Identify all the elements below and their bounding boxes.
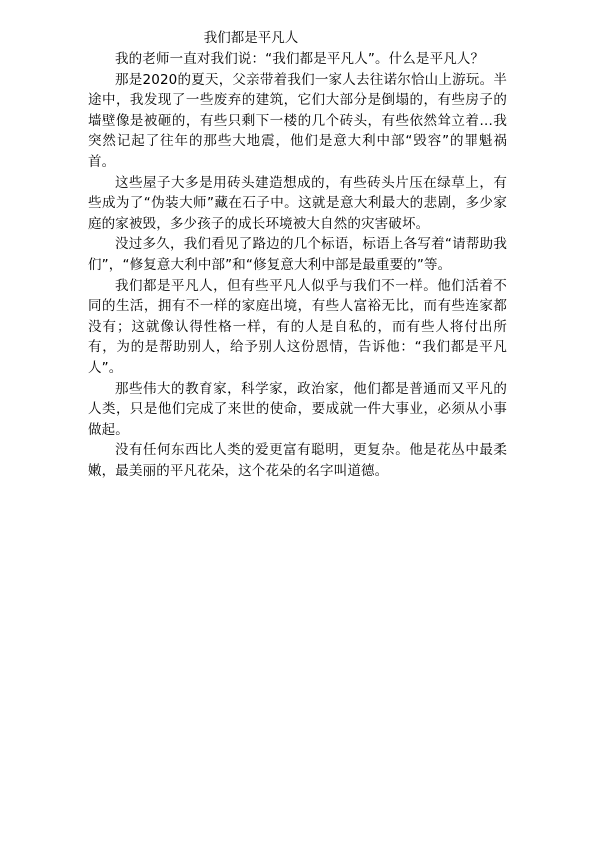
page-title: 我们都是平凡人 bbox=[203, 30, 299, 46]
paragraph-5: 我们都是平凡人，但有些平凡人似乎与我们不一样。他们活着不同的生活，拥有不一样的家庭出境，有些人富裕无比，而有些连家都没有；这就像认得性格一样，有的人是自私的，而有些人将付出所有，为的是帮助别人，给予别人这份恩情，告诉他：“我们都是平凡人”。 bbox=[88, 277, 507, 376]
paragraph-1: 我的老师一直对我们说：“我们都是平凡人”。什么是平凡人？ bbox=[115, 51, 485, 67]
paragraph-7: 没有任何东西比人类的爱更富有聪明，更复杂。他是花丛中最柔嫩，最美丽的平凡花朵，这个花朵的名字叫道德。 bbox=[88, 442, 507, 479]
essay-body bbox=[88, 49, 507, 481]
paragraph-6: 那些伟大的教育家，科学家，政治家，他们都是普通而又平凡的人类，只是他们完成了来世的使命，要成就一件大事业，必须从小事做起。 bbox=[88, 380, 507, 438]
paragraph-3: 这些屋子大多是用砖头建造想成的，有些砖头片压在绿草上，有些成为了“伪装大师”藏在石子中。这就是意大利最大的悲剧，多少家庭的家被毁，多少孩子的成长环境被大自然的灾害破坏。 bbox=[88, 174, 507, 232]
paragraph-2: 那是2020的夏天，父亲带着我们一家人去往诺尔恰山上游玩。半途中，我发现了一些废弃的建筑，它们大部分是倒塌的，有些房子的墙壁像是被砸的，有些只剩下一楼的几个砖头，有些依然耸立着…我突然记起了往年的那些大地震，他们是意大利中部“毁容”的罪魁祸首。 bbox=[88, 71, 507, 170]
paragraph-4: 没过多久，我们看见了路边的几个标语，标语上各写着“请帮助我们”，“修复意大利中部”和“修复意大利中部是最重要的”等。 bbox=[88, 236, 507, 273]
